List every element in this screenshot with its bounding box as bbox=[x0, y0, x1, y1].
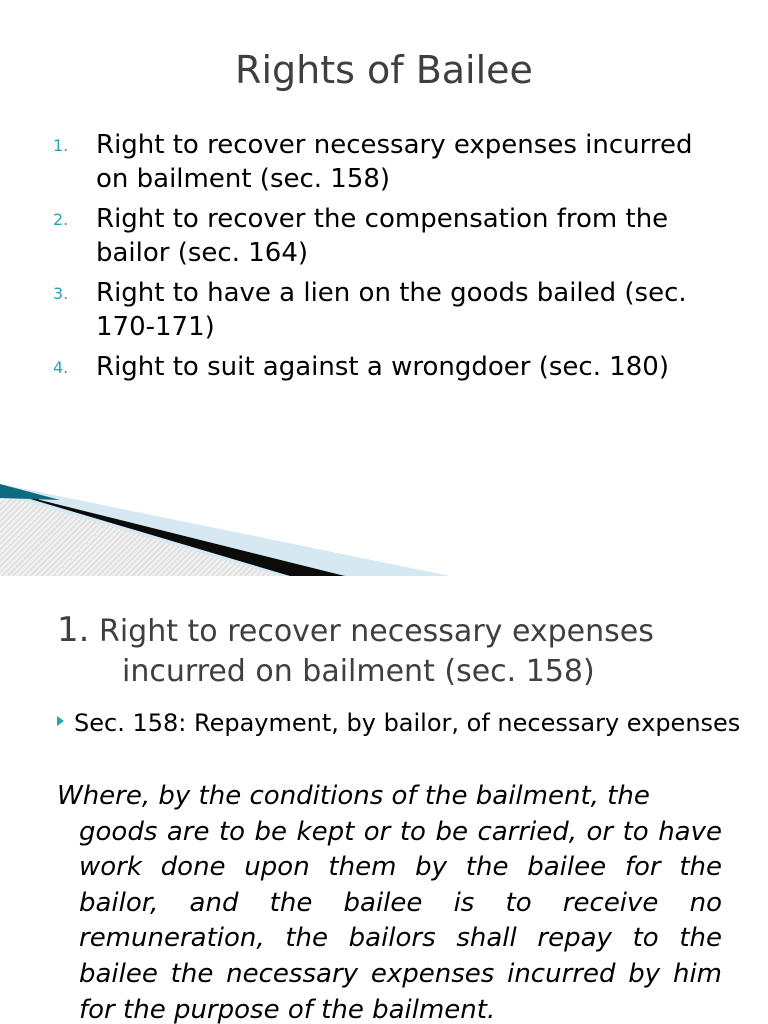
rights-list bbox=[0, 128, 768, 390]
slide-title: Rights of Bailee bbox=[235, 48, 533, 92]
list-number: 1. bbox=[53, 136, 69, 155]
slide-title bbox=[0, 610, 768, 692]
section-quote bbox=[57, 779, 722, 1024]
list-item bbox=[0, 276, 768, 344]
bullet-text: Sec. 158: Repayment, by bailor, of necessary expenses bbox=[74, 709, 741, 737]
quote-continuation: goods are to be kept or to be carried, or to have work done upon them by the bailee for the bailor, and the bailee is to receive no remuneration, the bailors shall repay to the bailee the necessary expenses incurred by him for the purpose of the bailment. bbox=[79, 816, 722, 1024]
list-item bbox=[0, 202, 768, 270]
title-text-line-1: Right to recover necessary expenses bbox=[99, 614, 654, 649]
title-number: 1. bbox=[57, 610, 90, 650]
quote-first-line: Where, by the conditions of the bailment, the bbox=[57, 781, 650, 811]
bullet-item bbox=[57, 706, 742, 740]
list-number: 4. bbox=[53, 358, 69, 377]
decorative-swoosh bbox=[0, 470, 768, 576]
list-item bbox=[0, 350, 768, 384]
slide-right-to-recover-expenses bbox=[0, 576, 768, 1024]
list-item-text: Right to have a lien on the goods bailed (sec. 170-171) bbox=[96, 278, 687, 342]
title-line-1 bbox=[0, 610, 768, 652]
list-item-text: Right to recover the compensation from the bailor (sec. 164) bbox=[96, 204, 669, 268]
list-item-text: Right to suit against a wrongdoer (sec. 180) bbox=[96, 352, 669, 382]
bullet-arrow-icon bbox=[57, 716, 64, 726]
list-number: 3. bbox=[53, 284, 69, 303]
list-item bbox=[0, 128, 768, 196]
list-number: 2. bbox=[53, 210, 69, 229]
list-item-text: Right to recover necessary expenses incurred on bailment (sec. 158) bbox=[96, 130, 693, 194]
title-text-line-2: incurred on bailment (sec. 158) bbox=[122, 654, 595, 689]
